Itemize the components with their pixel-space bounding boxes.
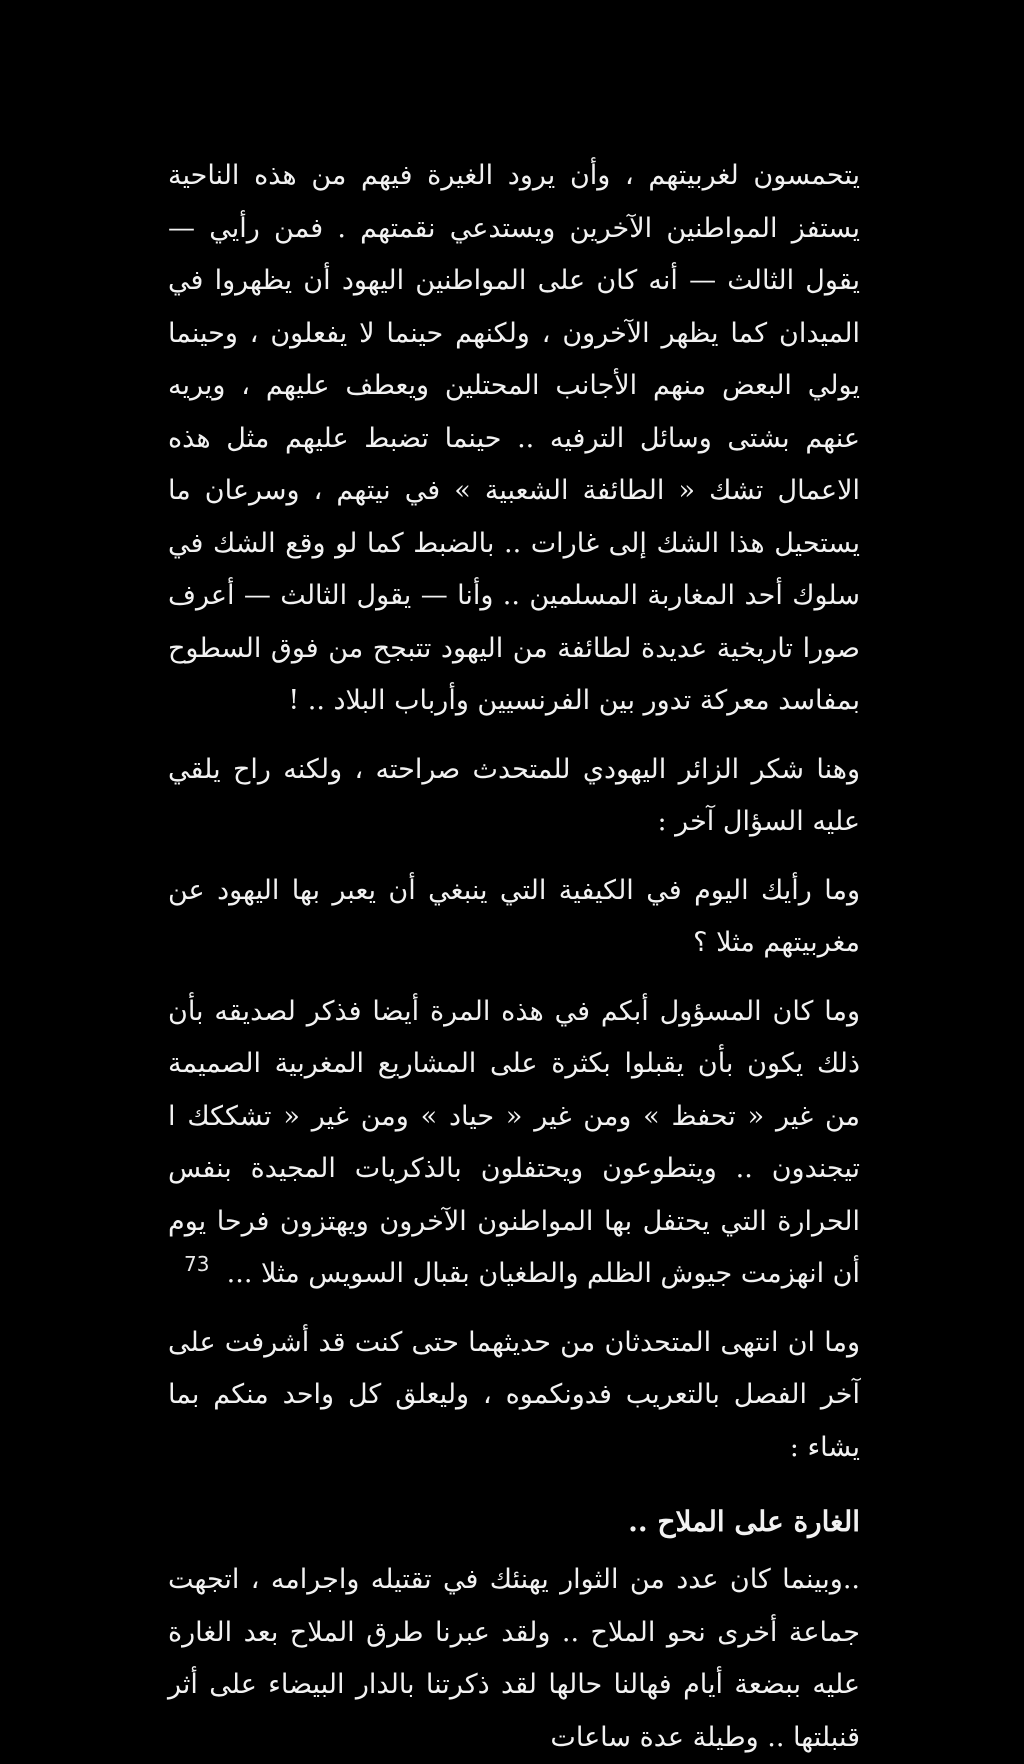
paragraph-1: يتحمسون لغربيتهم ، وأن يرود الغيرة فيهم من هذه الناحية يستفز المواطنين الآخرين ويستدعي نقمتهم . فمن رأيي — يقول الثالث — أنه كان على المواطنين اليهود أن يظهروا في الميدان كما يظهر الآخرون ، ولكنهم حينما لا يفعلون ، وحينما يولي البعض منهم الأجانب المحتلين ويعطف عليهم ، ويريه عنهم بشتى وسائل الترفيه .. حينما تضبط عليهم مثل هذه الاعمال تشك « الطائفة الشعبية » في نيتهم ، وسرعان ما يستحيل هذا الشك إلى غارات .. بالضبط كما لو وقع الشك في سلوك أحد المغاربة المسلمين .. وأنا — يقول الثالث — أعرف صورا تاريخية عديدة لطائفة من اليهود تتبجح من فوق السطوح بمفاسد معركة تدور بين الفرنسيين وأرباب البلاد .. ! xyxy=(168,160,860,716)
body-text xyxy=(168,150,860,1764)
paragraph-3: وما رأيك اليوم في الكيفية التي ينبغي أن يعبر بها اليهود عن مغربيتهم مثلا ؟ xyxy=(168,874,860,958)
paragraph-5: وما ان انتهى المتحدثان من حديثهما حتى كنت قد أشرفت على آخر الفصل بالتعريب فدونكموه ، وليعلق كل واحد منكم بما يشاء : xyxy=(168,1326,860,1463)
paragraph-2: وهنا شكر الزائر اليهودي للمتحدث صراحته ، ولكنه راح يلقي عليه السؤال آخر : xyxy=(168,753,860,837)
paragraph-6: ..وبينما كان عدد من الثوار يهنئك في تقتيله واجرامه ، اتجهت جماعة أخرى نحو الملاح .. ولقد عبرنا طرق الملاح بعد الغارة عليه ببضعة أيام فهالنا حالها لقد ذكرتنا بالدار البيضاء على أثر قنبلتها .. وطيلة عدة ساعات xyxy=(168,1564,860,1753)
section-heading: الغارة على الملاح .. xyxy=(628,1505,860,1538)
page-number: 73 xyxy=(184,1252,210,1276)
paragraph-4: وما كان المسؤول أبكم في هذه المرة أيضا فذكر لصديقه بأن ذلك يكون بأن يقبلوا بكثرة على المشاريع المغربية الصميمة من غير « تحفظ » ومن غير « حياد » ومن غير « تشككك ا تيجندون .. ويتطوعون ويحتفلون بالذكريات المجيدة بنفس الحرارة التي يحتفل بها المواطنون الآخرون ويهتزون فرحا يوم أن انهزمت جيوش الظلم والطغيان بقبال السويس مثلا ... xyxy=(168,995,860,1289)
